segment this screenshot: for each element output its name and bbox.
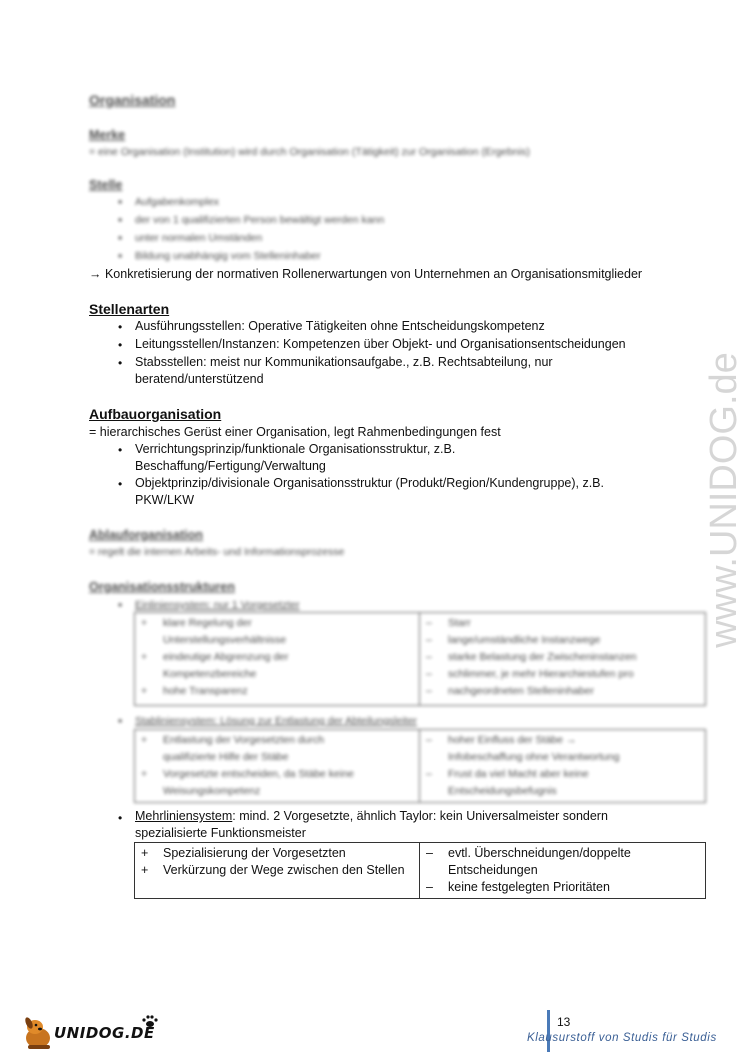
pros-cell: + Spezialisierung der Vorgesetzten + Verkürzung der Wege zwischen den Stellen <box>135 843 420 899</box>
mehrlinien-label <box>135 808 608 825</box>
stellenarten-heading: Stellenarten <box>89 301 170 317</box>
pros-cell: + klare Regelung der Unterstellungsverhältnisse + eindeutige Abgrenzung der Kompetenzbereiche + hohe Transparenz <box>135 613 420 706</box>
bullet-marker: • <box>118 195 123 209</box>
pro-item: Spezialisierung der Vorgesetzten <box>163 846 346 860</box>
ablauf-text: = regelt die internen Arbeits- und Informationsprozesse <box>89 546 345 558</box>
stelle-heading: Stelle <box>89 178 123 192</box>
bullet-marker: • <box>118 598 123 612</box>
bullet-marker: • <box>118 213 123 227</box>
stablinien-table <box>134 729 706 803</box>
aufbau-item: Objektprinzip/divisionale Organisationsstruktur (Produkt/Region/Kundengruppe), z.B. <box>135 476 604 490</box>
ablauf-heading: Ablauforganisation <box>89 528 203 542</box>
aufbau-item-cont: Beschaffung/Fertigung/Verwaltung <box>135 459 326 473</box>
page-number: 13 <box>557 1015 571 1029</box>
stablinien-label: Stabliniensystem: Lösung zur Entlastung der Abteilungsleiter <box>135 715 417 727</box>
cons-cell: – hoher Einfluss der Stäbe → Infobeschaffung ohne Verantwortung – Frust da viel Macht aber keine Entscheidungsbefugnis <box>420 730 706 803</box>
stelle-item: der von 1 qualifizierten Person bewältigt werden kann <box>135 214 385 226</box>
bullet-marker: • <box>118 714 123 728</box>
doc-title: Organisation <box>89 92 176 108</box>
stelle-arrow-text: → Konkretisierung der normativen Rollenerwartungen von Unternehmen an Organisationsmitglieder <box>89 267 643 281</box>
pros-cell: + Entlastung der Vorgesetzten durch qualifizierte Hilfe der Stäbe + Vorgesetzte entscheiden, da Stäbe keine Weisungskompetenz <box>135 730 420 803</box>
bullet-marker: • <box>118 231 123 245</box>
aufbau-item: Verrichtungsprinzip/funktionale Organisationsstruktur, z.B. <box>135 442 456 456</box>
bullet-marker: • <box>118 249 123 263</box>
bullet-marker: • <box>118 320 123 334</box>
merke-text: = eine Organisation (Institution) wird durch Organisation (Tätigkeit) zur Organisation (Ergebnis) <box>89 146 530 158</box>
merke-heading: Merke <box>89 128 126 142</box>
mehrlinien-label-cont: spezialisierte Funktionsmeister <box>135 826 306 840</box>
dog-icon <box>24 1016 50 1049</box>
bullet-marker: • <box>118 811 123 825</box>
strukturen-heading: Organisationsstrukturen <box>89 580 235 594</box>
logo-text: UNIDOG.DE <box>54 1024 155 1042</box>
stellenarten-item: Ausführungsstellen: Operative Tätigkeiten ohne Entscheidungskompetenz <box>135 319 545 333</box>
con-item: keine festgelegten Prioritäten <box>448 880 610 894</box>
bullet-marker: • <box>118 356 123 370</box>
stelle-item: unter normalen Umständen <box>135 232 263 244</box>
stelle-item: Bildung unabhängig vom Stelleninhaber <box>135 250 321 262</box>
bullet-marker: • <box>118 477 123 491</box>
mehrlinien-table <box>134 842 706 899</box>
watermark <box>703 280 746 720</box>
stelle-item: Aufgabenkomplex <box>135 196 220 208</box>
einlinien-table <box>134 612 706 706</box>
con-item-cont: Entscheidungen <box>448 863 538 877</box>
stellenarten-item: Stabsstellen: meist nur Kommunikationsaufgabe., z.B. Rechtsabteilung, nur <box>135 355 553 369</box>
cons-cell: – evtl. Überschneidungen/doppelte Entscheidungen – keine festgelegten Prioritäten <box>420 843 706 899</box>
footer-divider <box>547 1010 550 1052</box>
watermark-text: www.UNIDOG.de <box>703 352 746 648</box>
aufbau-intro: = hierarchisches Gerüst einer Organisation, legt Rahmenbedingungen fest <box>89 425 501 439</box>
aufbau-item-cont: PKW/LKW <box>135 493 195 507</box>
mehrlinien-desc: : mind. 2 Vorgesetzte, ähnlich Taylor: kein Universalmeister sondern <box>232 809 608 823</box>
footer-slogan: Klausurstoff von Studis für Studis <box>527 1032 717 1044</box>
bullet-marker: • <box>118 338 123 352</box>
mehrlinien-term: Mehrliniensystem <box>135 809 233 823</box>
pro-item: Verkürzung der Wege zwischen den Stellen <box>163 863 405 877</box>
bullet-marker: • <box>118 443 123 457</box>
einlinien-label: Einliniensystem: nur 1 Vorgesetzter <box>135 599 300 611</box>
cons-cell: – Starr – lange/umständliche Instanzwege – starke Belastung der Zwischeninstanzen – schlimmer, je mehr Hierarchiestufen pro – nachgeordneten Stelleninhaber <box>420 613 706 706</box>
stellenarten-item-cont: beratend/unterstützend <box>135 372 264 386</box>
aufbau-heading: Aufbauorganisation <box>89 406 222 422</box>
stellenarten-item: Leitungsstellen/Instanzen: Kompetenzen über Objekt- und Organisationsentscheidungen <box>135 337 626 351</box>
con-item: evtl. Überschneidungen/doppelte <box>448 846 631 860</box>
